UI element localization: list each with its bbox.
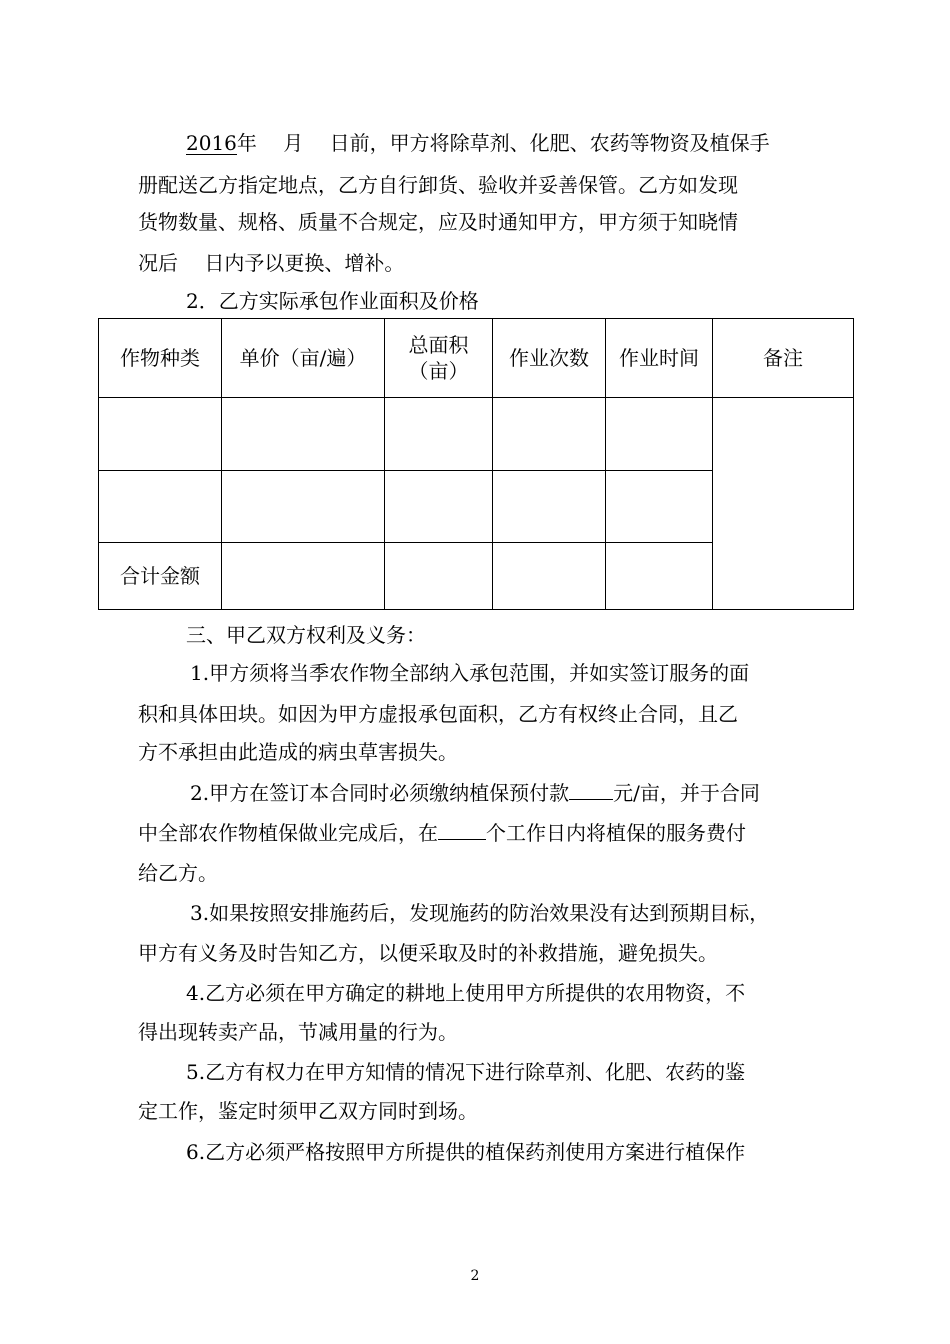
header-cell: 作业时间 — [606, 319, 713, 398]
table-cell — [99, 471, 222, 543]
year-blank: 2016 — [186, 131, 237, 155]
header-cell: 单价（亩/遍） — [222, 319, 385, 398]
table-cell — [493, 471, 606, 543]
clause-line: 方不承担由此造成的病虫草害损失。 — [138, 740, 458, 764]
clause-line: 定工作，鉴定时须甲乙双方同时到场。 — [138, 1099, 478, 1123]
table-cell — [385, 471, 493, 543]
header-cell: 作业次数 — [493, 319, 606, 398]
table-cell — [385, 398, 493, 471]
clause-line: 1.甲方须将当季农作物全部纳入承包范围，并如实签订服务的面 — [190, 661, 750, 685]
header-cell: 总面积（亩） — [385, 319, 493, 398]
remarks-cell — [713, 398, 854, 610]
paragraph-line: 况后 日内予以更换、增补。 — [138, 251, 405, 275]
table-cell — [493, 543, 606, 610]
paragraph-line: 货物数量、规格、质量不合规定，应及时通知甲方，甲方须于知晓情 — [138, 210, 738, 234]
table-cell — [606, 471, 713, 543]
total-label-cell: 合计金额 — [99, 543, 222, 610]
clause-line: 得出现转卖产品，节减用量的行为。 — [138, 1020, 458, 1044]
clause-line: 给乙方。 — [138, 861, 218, 885]
header-cell: 备注 — [713, 319, 854, 398]
clause-line: 中全部农作物植保做业完成后，在 个工作日内将植保的服务费付 — [138, 821, 746, 845]
clause-line: 5.乙方有权力在甲方知情的情况下进行除草剂、化肥、农药的鉴 — [186, 1060, 746, 1084]
table-row — [99, 398, 854, 471]
table-cell — [606, 398, 713, 471]
workdays-blank — [438, 839, 486, 840]
table-cell — [222, 398, 385, 471]
prepayment-blank — [569, 799, 613, 800]
table-cell — [606, 543, 713, 610]
header-cell: 作物种类 — [99, 319, 222, 398]
table-cell — [99, 398, 222, 471]
clause-line: 4.乙方必须在甲方确定的耕地上使用甲方所提供的农用物资，不 — [186, 981, 746, 1005]
clause-line: 6.乙方必须严格按照甲方所提供的植保药剂使用方案进行植保作 — [186, 1140, 746, 1164]
clause-line: 3.如果按照安排施药后，发现施药的防治效果没有达到预期目标， — [190, 901, 770, 925]
table-cell — [385, 543, 493, 610]
table-cell — [222, 543, 385, 610]
clause-line: 积和具体田块。如因为甲方虚报承包面积，乙方有权终止合同，且乙 — [138, 702, 738, 726]
paragraph-line: 2016年 月 日前，甲方将除草剂、化肥、农药等物资及植保手 — [186, 131, 770, 155]
clause-line: 2.甲方在签订本合同时必须缴纳植保预付款 元/亩，并于合同 — [190, 781, 760, 805]
table-cell — [493, 398, 606, 471]
paragraph-line: 册配送乙方指定地点，乙方自行卸货、验收并妥善保管。乙方如发现 — [138, 173, 738, 197]
price-table — [98, 318, 854, 610]
table-cell — [222, 471, 385, 543]
page-number: 2 — [470, 1268, 480, 1284]
section-heading: 三、甲乙双方权利及义务： — [186, 623, 426, 647]
clause-line: 甲方有义务及时告知乙方，以便采取及时的补救措施，避免损失。 — [138, 941, 718, 965]
table-header-row — [99, 319, 854, 398]
section-heading: 2．乙方实际承包作业面积及价格 — [186, 289, 479, 313]
